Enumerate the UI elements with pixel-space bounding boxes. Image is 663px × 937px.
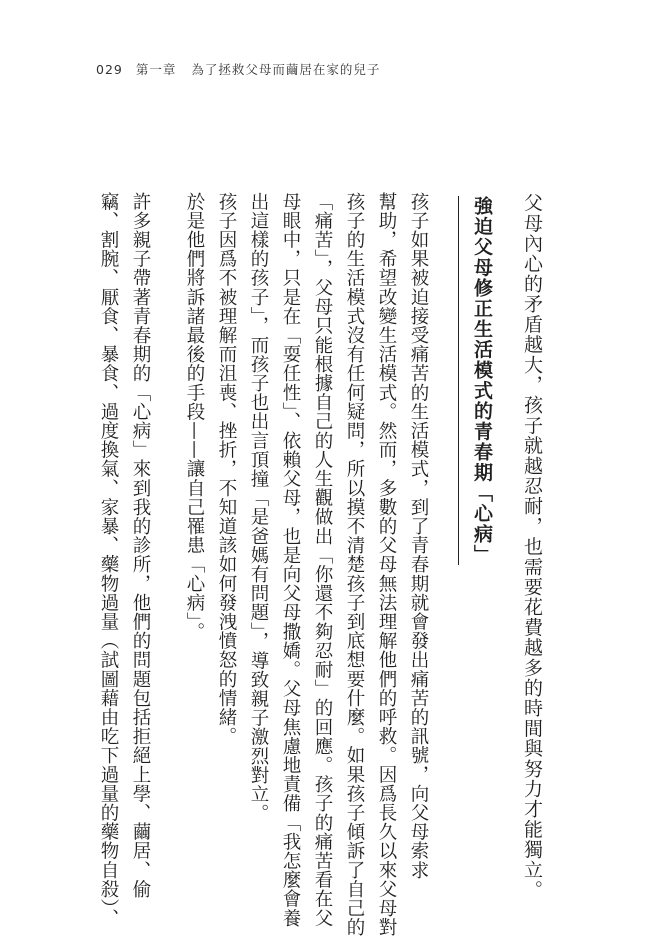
text-line: 竊、割腕、厭食、暴食、過度換氣、家暴、藥物過量（試圖藉由吃下過量的藥物自殺）、 [98, 192, 119, 928]
text-line: 孩子如果被迫接受痛苦的生活模式，到了青春期就會發出痛苦的訊號，向父母索求 [408, 192, 429, 880]
chapter-label: 第一章 [135, 62, 177, 77]
text-line: 孩子因爲不被理解而沮喪、挫折，不知道該如何發洩憤怒的情緒。 [216, 192, 237, 746]
section-heading: 強迫父母修正生活模式的青春期「心病」 [458, 196, 499, 565]
text-line: 許多親子帶著青春期的「心病」來到我的診所，他們的問題包括拒絕上學、繭居、偷 [130, 192, 151, 899]
text-line: 「痛苦」，父母只能根據自己的人生觀做出「你還不夠忍耐」的回應。孩子的痛苦看在父 [312, 192, 333, 928]
text-line: 幫助，希望改變生活模式。然而，多數的父母無法理解他們的呼救。因爲長久以來父母對 [376, 192, 397, 937]
text-line: 於是他們將訴諸最後的手段——讓自己罹患「心病」。 [184, 192, 205, 642]
page-number: 029 [96, 62, 123, 77]
chapter-title: 為了拯救父母而繭居在家的兒子 [191, 62, 381, 77]
running-head [96, 60, 380, 78]
lead-paragraph: 父母內心的矛盾越大，孩子就越忍耐，也需要花費越多的時間與努力才能獨立。 [521, 193, 543, 900]
text-line: 出這樣的孩子」，而孩子也出言頂撞「是爸媽有問題」，導致親子激烈對立。 [248, 192, 269, 823]
text-line: 孩子的生活模式沒有任何疑問，所以摸不清楚孩子到底想要什麼。如果孩子傾訴了自己的 [344, 192, 365, 937]
text-line: 母眼中，只是在「耍任性」、依賴父母，也是向父母撒嬌。父母焦慮地責備「我怎麼會養 [280, 192, 301, 928]
